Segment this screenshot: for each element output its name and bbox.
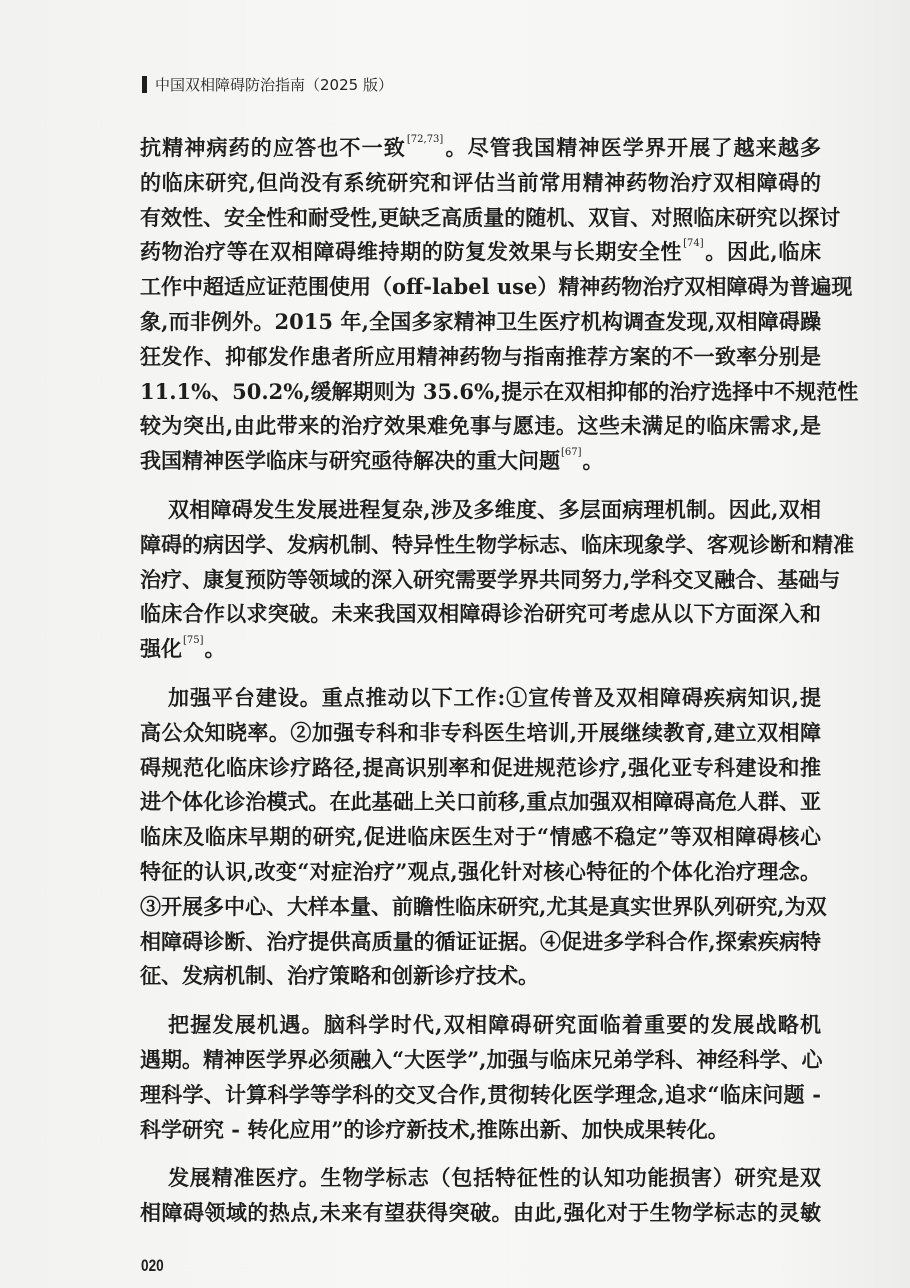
text-line	[140, 237, 821, 267]
text-line	[140, 599, 821, 629]
line-text-continued: 。因此,临床	[704, 239, 821, 265]
line-text-continued: 。尽管我国精神医学界开展了越来越多	[444, 135, 822, 160]
text-line	[140, 377, 859, 407]
text-line	[140, 892, 827, 922]
line-text: 高公众知晓率。②加强专科和非专科医生培训,开展继续教育,建立双相障	[140, 719, 821, 745]
text-line	[140, 203, 841, 233]
text-line	[140, 411, 821, 441]
line-text: 狂发作、抑郁发作患者所应用精神药物与指南推荐方案的不一致率分别是	[140, 343, 821, 369]
text-line	[140, 272, 853, 302]
line-text: 科学研究 - 转化应用”的诊疗新技术,推陈出新、加快成果转化。	[140, 1116, 729, 1142]
text-line	[168, 1163, 821, 1193]
line-text: 强化	[140, 636, 182, 662]
line-text: 的临床研究,但尚没有系统研究和评估当前常用精神药物治疗双相障碍的	[140, 169, 821, 195]
line-text: 把握发展机遇。脑科学时代,双相障碍研究面临着重要的发展战略机	[168, 1012, 821, 1038]
text-line	[140, 753, 821, 783]
line-text: 障碍的病因学、发病机制、特异性生物学标志、临床现象学、客观诊断和精准	[140, 531, 854, 557]
text-line	[140, 1045, 821, 1075]
line-text: 有效性、安全性和耐受性,更缺乏高质量的随机、双盲、对照临床研究以探讨	[140, 204, 841, 230]
text-line	[140, 565, 841, 595]
running-title: 中国双相障碍防治指南（2025 版）	[155, 75, 393, 94]
text-line	[140, 530, 854, 560]
line-text: 发展精准医疗。生物学标志（包括特征性的认知功能损害）研究是双	[168, 1165, 821, 1191]
line-text: 药物治疗等在双相障碍维持期的防复发效果与长期安全性	[140, 239, 683, 265]
line-text: 相障碍诊断、治疗提供高质量的循证证据。④促进多学科合作,探索疾病特	[140, 928, 821, 954]
line-text: 遇期。精神医学界必须融入“大医学”,加强与临床兄弟学科、神经科学、心	[140, 1047, 823, 1072]
line-text: ③开展多中心、大样本量、前瞻性临床研究,尤其是真实世界队列研究,为双	[140, 893, 827, 919]
text-line	[140, 307, 821, 337]
line-text: 征、发病机制、治疗策略和创新诊疗技术。	[140, 963, 539, 989]
line-text: 进个体化诊治模式。在此基础上关口前移,重点加强双相障碍高危人群、亚	[140, 789, 821, 815]
text-line	[140, 1115, 821, 1145]
line-text-continued: 。	[582, 448, 604, 474]
line-text: 碍规范化临床诊疗路径,提高识别率和促进规范诊疗,强化亚专科建设和推	[140, 754, 821, 780]
citation-reference: [74]	[683, 238, 704, 250]
text-line	[168, 683, 821, 713]
line-text: 治疗、康复预防等领域的深入研究需要学界共同努力,学科交叉融合、基础与	[140, 566, 841, 592]
text-line	[140, 634, 821, 664]
page-number: 020	[141, 1256, 164, 1275]
text-line	[140, 787, 821, 817]
line-text: 双相障碍发生发展进程复杂,涉及多维度、多层面病理机制。因此,双相	[168, 497, 821, 522]
text-line	[140, 342, 821, 372]
text-line	[140, 857, 821, 887]
line-text: 理科学、计算科学等学科的交叉合作,贯彻转化医学理念,追求“临床问题 -	[140, 1081, 821, 1107]
text-line	[140, 1080, 821, 1110]
running-header	[142, 74, 393, 94]
citation-reference: [67]	[561, 447, 582, 459]
header-bar-mark	[142, 76, 147, 93]
text-line	[140, 1198, 821, 1228]
text-line	[140, 961, 821, 991]
line-text-continued: 。	[204, 636, 226, 662]
line-text: 工作中超适应证范围使用（off-label use）精神药物治疗双相障碍为普遍现	[140, 274, 853, 300]
text-line	[168, 495, 821, 525]
line-text: 临床及临床早期的研究,促进临床医生对于“情感不稳定”等双相障碍核心	[140, 824, 821, 850]
line-text: 11.1%、50.2%,缓解期则为 35.6%,提示在双相抑郁的治疗选择中不规范性	[140, 378, 859, 404]
citation-reference: [75]	[183, 635, 204, 647]
text-line	[168, 1010, 821, 1040]
text-line	[140, 927, 821, 957]
text-line	[140, 446, 821, 476]
line-text: 加强平台建设。重点推动以下工作:①宣传普及双相障碍疾病知识,提	[168, 685, 821, 710]
text-line	[140, 168, 821, 198]
line-text: 特征的认识,改变“对症治疗”观点,强化针对核心特征的个体化治疗理念。	[140, 859, 821, 884]
text-line	[140, 718, 821, 748]
citation-reference: [72,73]	[406, 134, 444, 145]
line-text: 较为突出,由此带来的治疗效果难免事与愿违。这些未满足的临床需求,是	[140, 413, 821, 439]
line-text: 相障碍领域的热点,未来有望获得突破。由此,强化对于生物学标志的灵敏	[140, 1200, 821, 1226]
line-text: 抗精神病药的应答也不一致	[140, 135, 406, 160]
line-text: 象,而非例外。2015 年,全国多家精神卫生医疗机构调查发现,双相障碍躁	[140, 309, 821, 334]
line-text: 临床合作以求突破。未来我国双相障碍诊治研究可考虑从以下方面深入和	[140, 601, 821, 627]
text-line	[140, 133, 821, 163]
text-line	[140, 822, 821, 852]
line-text: 我国精神医学临床与研究亟待解决的重大问题	[140, 448, 560, 474]
